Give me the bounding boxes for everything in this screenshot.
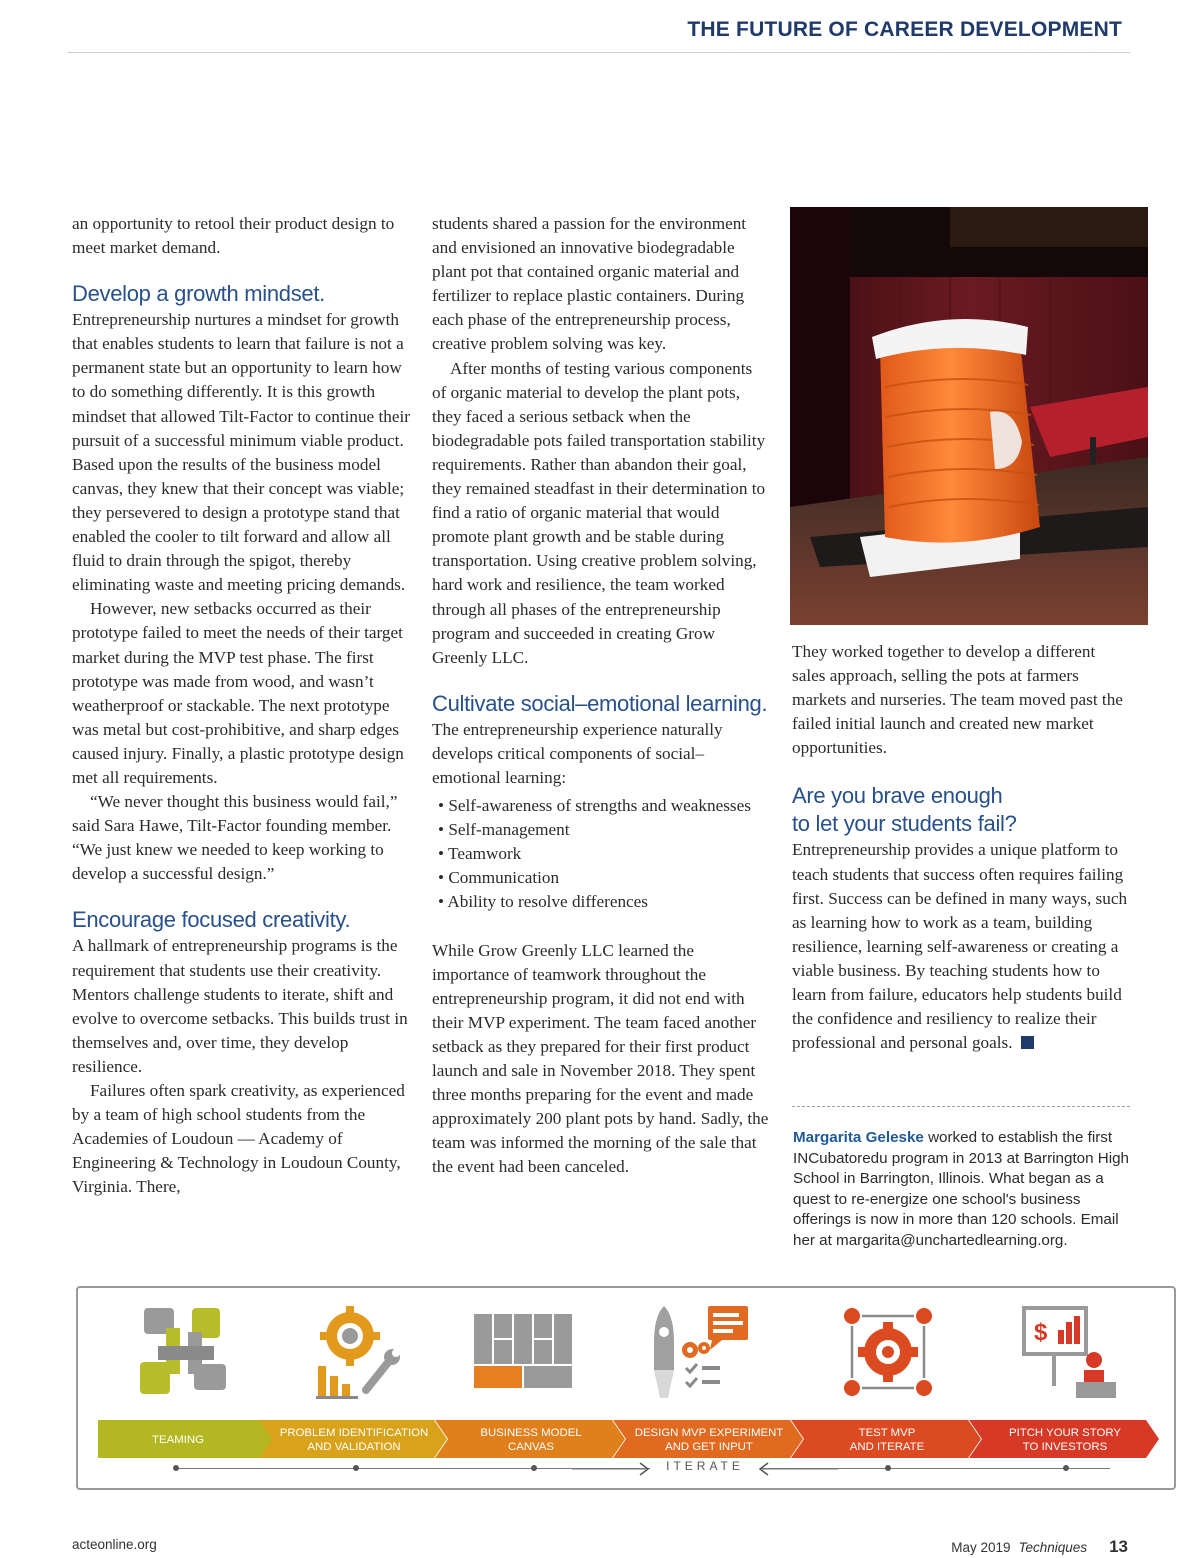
timeline-dot [353, 1465, 359, 1471]
heading-line: to let your students fail? [792, 811, 1017, 837]
list-item: • Self-awareness of strengths and weaknesses [438, 794, 770, 818]
gear-chart-wrench-icon [306, 1302, 406, 1402]
timeline-dot [885, 1465, 891, 1471]
paragraph [792, 838, 1130, 1055]
step-label-test-mvp [804, 1424, 970, 1456]
step-label-business-model [448, 1424, 614, 1456]
paragraph: After months of testing various components of organic material to develop the plant pots, they faced a serious setback when the biodegradable pots failed transportation stability requirements. Rather than abandon their goal, they remained steadfast in their determination to find a ratio of organic material that would promote plant growth and be stable during transportation. Using creative problem solving, hard work and resilience, the team worked through all phases of the entrepreneurship program and succeeded in creating Grow Greenly LLC. [432, 358, 766, 667]
paragraph: However, new setbacks occurred as their prototype failed to meet the needs of their target market during the MVP test phase. The first prototype was made from wood, and wasn’t weatherproof or stackable. The next prototype was metal but cost-prohibitive, and sharp edges caused injury. Finally, a plastic prototype design met all requirements. [72, 599, 404, 787]
step-label-problem-identification [272, 1424, 436, 1456]
paragraph: A hallmark of entrepreneurship programs is the requirement that students use their creativity. Mentors challenge students to iterate, shift and evolve to overcome setbacks. This builds trust in themselves and, over time, they develop resilience. [72, 936, 408, 1076]
section-heading-social-emotional: Cultivate social–emotional learning. [432, 690, 768, 716]
paragraph: students shared a passion for the environment and envisioned an innovative biodegradable plant pot that contained organic material and fertilizer to replace plastic containers. During each phase of the entrepreneurship process, creative problem solving was key. [432, 214, 747, 354]
footer-issue [951, 1537, 1128, 1557]
section-heading-brave-enough [792, 782, 1130, 838]
dollar-sign-icon: $ [1034, 1319, 1048, 1346]
step-label-line: TO INVESTORS [1022, 1441, 1108, 1453]
step-label-line: AND ITERATE [849, 1441, 925, 1453]
step-label-line: DESIGN MVP EXPERIMENT [634, 1427, 784, 1439]
article-column-2 [432, 212, 770, 1179]
timeline-dot [173, 1465, 179, 1471]
step-label-line: CANVAS [508, 1441, 554, 1453]
iterate-right-arrow-icon [572, 1462, 652, 1476]
paragraph: Failures often spark creativity, as experienced by a team of high school students from the Academies of Loudoun — Academy of Engineering & Technology in Loudoun County, Virginia. There, [72, 1081, 405, 1197]
paragraph-text: Entrepreneurship provides a unique platform to teach students that success often requires failing first. Success can be defined in many ways, such as learning how to work as a team, building resilience, learning self-awareness or creating a viable business. By teaching students how to learn from failure, educators help students build the confidence and resiliency to realize their professional and personal goals. [792, 840, 1128, 1053]
step-label-line: AND GET INPUT [665, 1441, 753, 1453]
iterate-label: ITERATE [666, 1459, 744, 1473]
rocket-checklist-icon [650, 1302, 750, 1402]
header-rule [68, 52, 1130, 53]
business-canvas-grid-icon [474, 1302, 574, 1402]
author-bio [793, 1128, 1129, 1251]
sel-bullet-list [438, 794, 770, 914]
running-header: THE FUTURE OF CAREER DEVELOPMENT [687, 18, 1122, 41]
list-item: • Ability to resolve differences [438, 890, 770, 914]
paragraph: “We never thought this business would fail,” said Sara Hawe, Tilt-Factor founding member. “We just knew we needed to keep working to develop a successful design.” [72, 792, 398, 884]
timeline-dot [1063, 1465, 1069, 1471]
step-label-text: TEAMING [152, 1434, 204, 1446]
step-label-design-mvp [626, 1424, 792, 1456]
step-label-teaming [98, 1424, 258, 1456]
footer-website: acteonline.org [72, 1537, 157, 1552]
step-label-line: BUSINESS MODEL [480, 1427, 582, 1439]
paragraph: Entrepreneurship nurtures a mindset for growth that enables students to learn that failure is not a permanent state but an opportunity to learn how to do something differently. It is this growth mindset that allowed Tilt-Factor to continue their pursuit of a successful minimum viable product. Based upon the results of the business model canvas, they knew that their concept was viable; they persevered to design a prototype stand that enabled the cooler to tilt forward and allow all fluid to drain through the spigot, thereby eliminating waste and meeting pricing demands. [72, 310, 410, 595]
step-label-line: AND VALIDATION [307, 1441, 401, 1453]
step-label-line: TEST MVP [858, 1427, 916, 1439]
step-label-line: PITCH YOUR STORY [1008, 1427, 1122, 1439]
pitch-presenter-icon [1018, 1302, 1118, 1402]
article-column-1 [72, 212, 410, 1199]
article-column-3 [792, 640, 1130, 1055]
footer-date: May 2019 [951, 1540, 1011, 1555]
heading-line: Are you brave enough [792, 783, 1003, 809]
author-name: Margarita Geleske [793, 1129, 924, 1146]
paragraph: The entrepreneurship experience naturally develops critical components of social–emotional learning: [432, 719, 723, 787]
step-label-pitch-story [982, 1424, 1148, 1456]
paragraph: They worked together to develop a different sales approach, selling the pots at farmers markets and nurseries. The team moved past the failed initial launch and created new market opportunities. [792, 642, 1123, 758]
section-heading-focused-creativity: Encourage focused creativity. [72, 907, 351, 933]
cooler-photo [790, 207, 1148, 625]
process-diagram [76, 1286, 1176, 1490]
paragraph: an opportunity to retool their product design to meet market demand. [72, 214, 395, 258]
step-label-line: PROBLEM IDENTIFICATION [279, 1427, 429, 1439]
section-heading-growth-mindset: Develop a growth mindset. [72, 281, 325, 307]
bio-divider [792, 1106, 1130, 1107]
paragraph: While Grow Greenly LLC learned the importance of teamwork throughout the entrepreneurship program, it did not end with their MVP experiment. The team faced another setback as they prepared for their first product launch and sale in November 2018. They spent three months preparing for the event and made approximately 200 plant pots by hand. Sadly, the team was informed the morning of the sale that the event had been canceled. [432, 940, 769, 1177]
teaming-hands-icon [136, 1302, 236, 1402]
end-of-article-mark [1021, 1036, 1034, 1049]
page-number: 13 [1109, 1537, 1128, 1556]
list-item: • Teamwork [438, 842, 770, 866]
list-item: • Self-management [438, 818, 770, 842]
timeline-dot [531, 1465, 537, 1471]
iterate-left-arrow-icon [758, 1462, 838, 1476]
bio-text: worked to establish the first INCubatoredu program in 2013 at Barrington High School in Barrington, Illinois. What began as a quest to re-energize one school's business offerings is now in more than 120 schools. Email her at margarita@unchartedlearning.org. [793, 1129, 1130, 1249]
footer-magazine: Techniques [1018, 1540, 1088, 1555]
test-iterate-gear-icon [838, 1302, 938, 1402]
list-item: • Communication [438, 866, 770, 890]
